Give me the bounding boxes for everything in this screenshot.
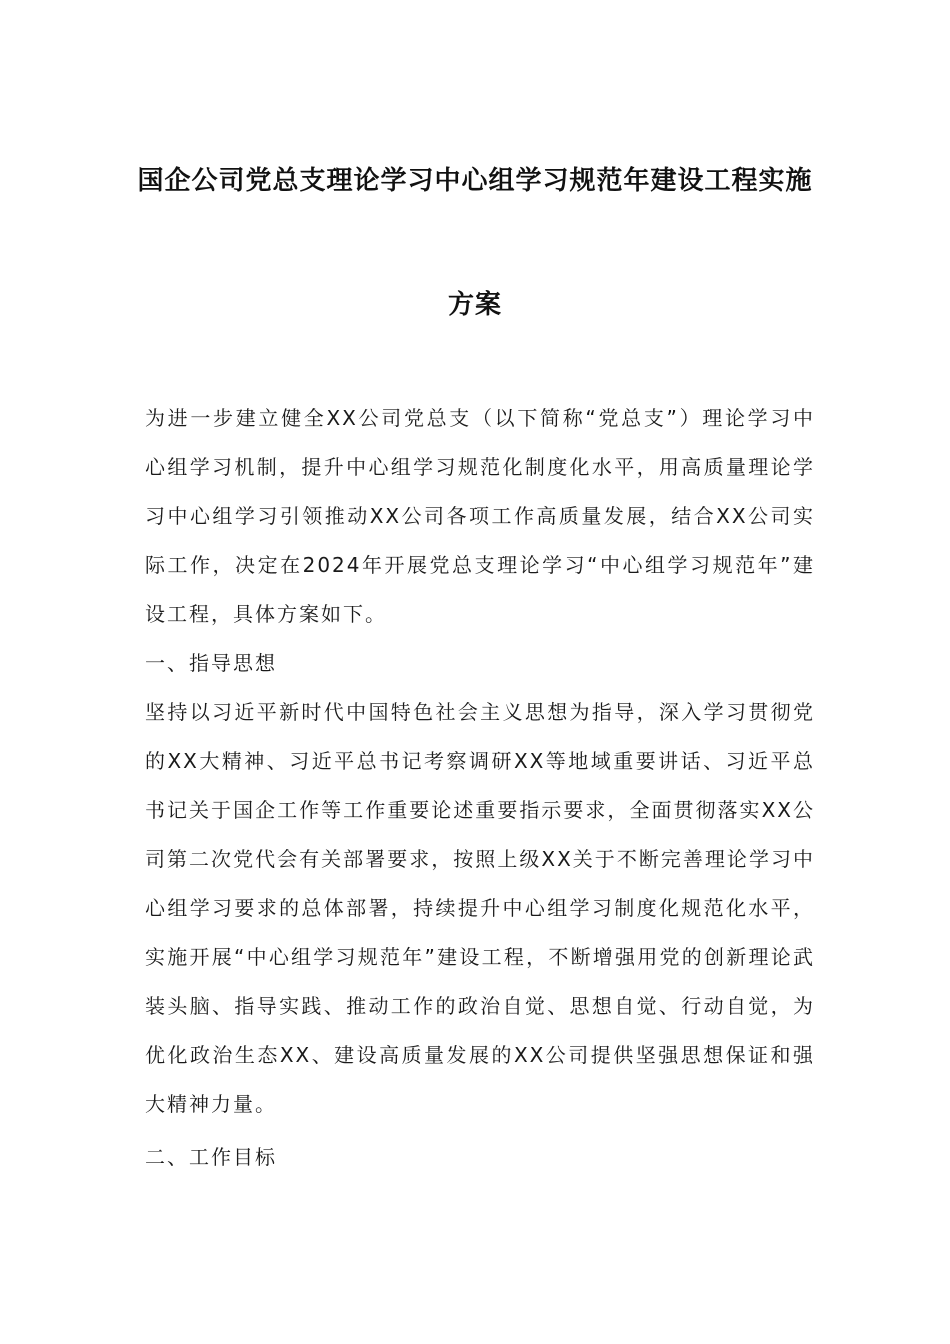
- document-title-line-2: 方案: [447, 290, 502, 320]
- document-title-line-1: 国企公司党总支理论学习中心组学习规范年建设工程实施: [137, 166, 813, 196]
- intro-paragraph: 为进一步建立健全XX公司党总支（以下简称“党总支”）理论学习中心组学习机制，提升中心组学习规范化制度化水平，用高质量理论学习中心组学习引领推动XX公司各项工作高质量发展，结合XX公司实际工作，决定在2024年开展党总支理论学习“中心组学习规范年”建设工程，具体方案如下。: [145, 406, 815, 626]
- section-2-heading: 二、工作目标: [145, 1145, 277, 1169]
- document-body: [145, 394, 815, 1182]
- section-1-paragraph: 坚持以习近平新时代中国特色社会主义思想为指导，深入学习贯彻党的XX大精神、习近平总书记考察调研XX等地域重要讲话、习近平总书记关于国企工作等工作重要论述重要指示要求，全面贯彻落实XX公司第二次党代会有关部署要求，按照上级XX关于不断完善理论学习中心组学习要求的总体部署，持续提升中心组学习制度化规范化水平，实施开展“中心组学习规范年”建设工程，不断增强用党的创新理论武装头脑、指导实践、推动工作的政治自觉、思想自觉、行动自觉，为优化政治生态XX、建设高质量发展的XX公司提供坚强思想保证和强大精神力量。: [145, 700, 815, 1116]
- section-1-heading: 一、指导思想: [145, 651, 277, 675]
